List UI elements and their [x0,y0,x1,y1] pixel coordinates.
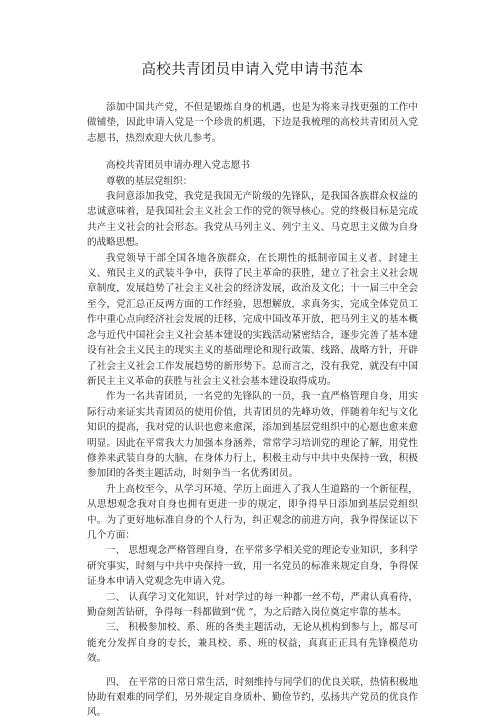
intro-paragraph: 添加中国共产党，不但是锻炼自身的机遇，也是为将来寻找更强的工作中做铺垫，因此申请入党是一个珍贵的机遇，下边是我梳理的高校共青团员入党志愿书，热烈欢迎大伙儿参考。 [87,102,418,144]
list-item: 一、 思想观念严格管理自身，在平常多学相关党的理论专业知识，多科学研究事实，时刻与中共中央保持一致，用一名党员的标准来规定自身，争得保证身本申请入党观念先申请入党。 [87,545,418,588]
list-item: 二、 认真学习文化知识，针对学过的每一种都一丝不苟，严肃认真看待，勤奋刻苦钻研，争得每一科都做到“优 ”，为之后踏入岗位奠定牢靠的基本。 [87,591,418,618]
body-paragraph: 升上高校至今，从学习环境、学历上面进入了我人生道路的一个新征程，从思想观念我对自身也拥有更进一步的规定，即争得早日添加到基层党组织中。为了更好地标准自身的个人行为，纠正观念的前进方向，我争得保证以下几个方面： [87,483,418,541]
letter-heading: 高校共青团员申请办理入党志愿书 [106,160,250,172]
list-item: 四、 在平常的日常日常生活，时刻维持与同学们的优良关联，热情积极地协助有艰难的同学们，另外规定自身质朴、勤俭节约，弘扬共产党员的优良作风。 [87,676,418,719]
body-paragraph: 我问意添加我党，我党是我国无产阶级的先锋队，是我国各族群众权益的忠诚意味着，是我国社会主义社会工作的党的领导核心。党的终极目标是完成共产主义社会的社会形态。我党从马列主义、列宁主义、马克思主义做为自身的战略思想。 [87,191,418,249]
body-paragraph: 作为一名共青团员，一名党的先锋队的一员，我一直严格管理自身，用实际行动来证实共青团员的使用价值，共青团员的先峰功效，伴随着年纪与文化知识的提高，我对党的认识也愈来愈深，添加到基层党组织中的心愿也愈来愈明显。因此在平常我大力加强本身涵养，常常学习培训党的理论了解，用党性修养来武装自身的大脑，在身体力行上，积极主动与中共中央保持一致，积极参加团的各类主题活动，时刻争当一名优秀团员。 [87,391,418,480]
letter-salutation: 尊敬的基层党组织： [106,175,193,187]
list-item: 三、 积极参加校、系、班的各类主题活动，无论从机构到参与上，都尽可能充分发挥自身的专长，兼具校、系、班的权益，真真正正具有先锋模范功效。 [87,622,418,665]
document-title: 高校共青团员申请入党申请书范本 [141,62,364,78]
body-paragraph: 我党领导干部全国各地各族群众，在长期性的抵制帝国主义者、封建主义、殖民主义的武装斗争中，获得了民主革命的获胜，建立了社会主义社会规章制度，发展趋势了社会主义社会的经济发展，政治及文化；十一届三中全会至今，党汇总正反两方面的工作经验，思想解放，求真务实，完成全体党员工作中重心点向经济社会发展的迁移，完成中国改革开放，把马列主义的基本概念与近代中国社会主义社会基本建设的实践活动紧密结合，逐步完善了基本建设有社会主义民主的现实主义的基础理论和现行政策、线路、战略方针，开辟了社会主义社会工作发展趋势的新形势下。总而言之，没有我党，就没有中国新民主主义革命的获胜与社会主义社会基本建设取得成功。 [87,252,418,387]
